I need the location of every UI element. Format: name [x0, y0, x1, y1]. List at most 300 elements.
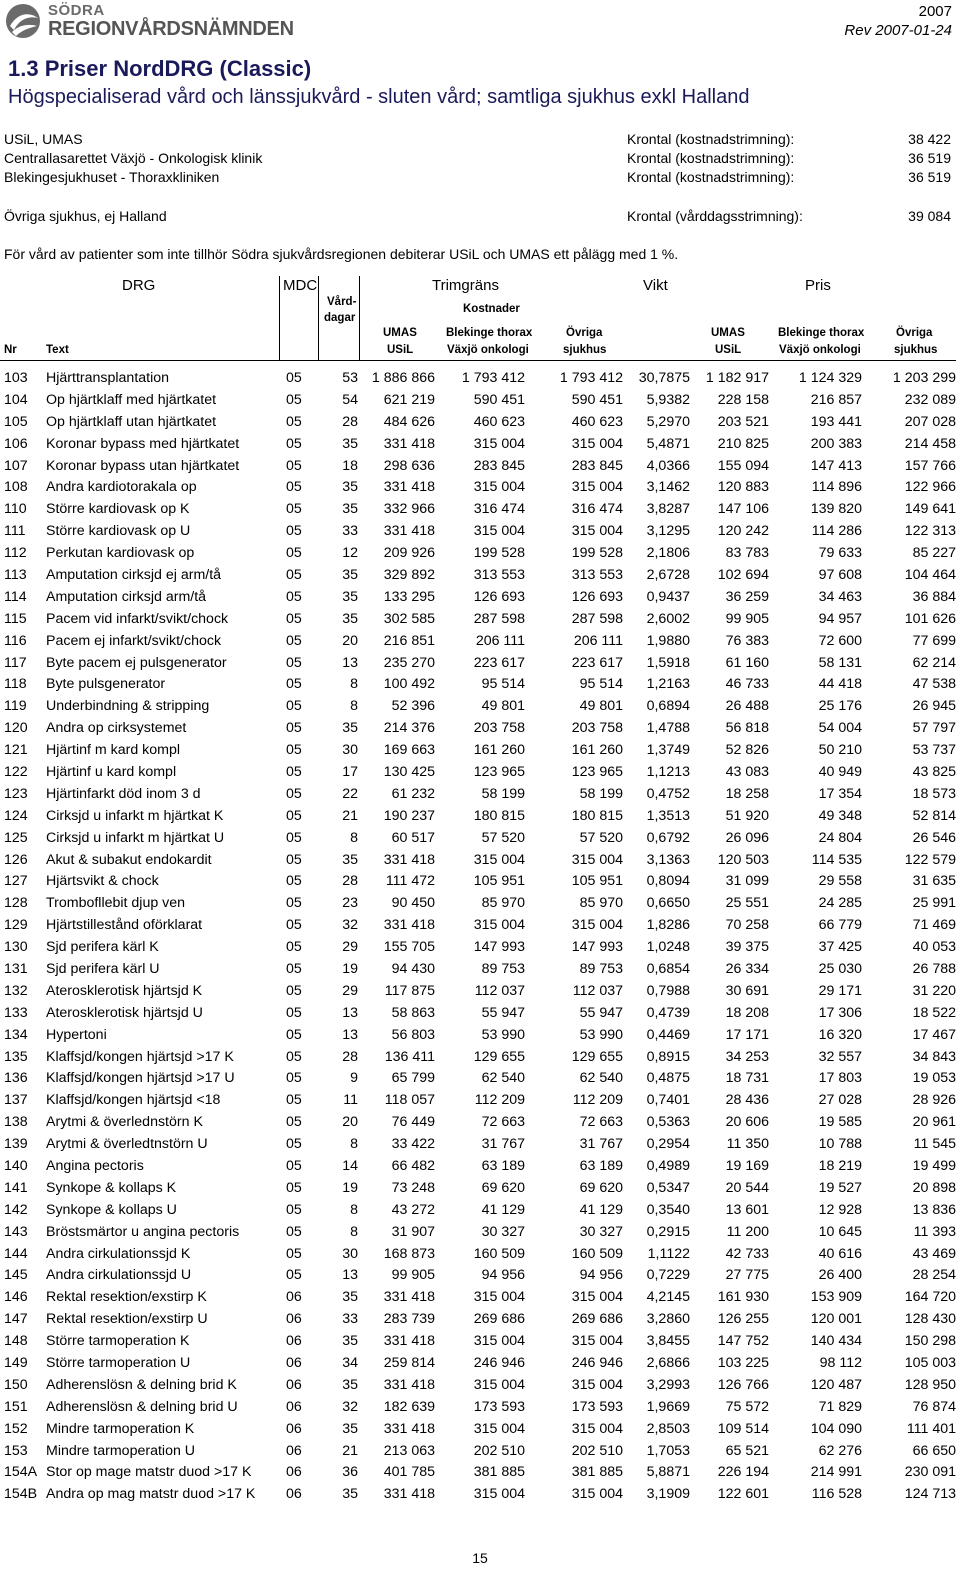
price-ovriga-cell: 19 499 [912, 1158, 956, 1174]
table-row [0, 870, 956, 892]
price-blekinge-vaxjo-cell: 19 527 [818, 1179, 862, 1196]
cost-blekinge-vaxjo-cell: 315 004 [473, 523, 525, 540]
cost-blekinge-vaxjo-cell: 315 004 [473, 917, 525, 934]
krontal-label: Krontal (vårddagsstrimning): [627, 208, 803, 224]
drg-nr-cell: 115 [4, 610, 27, 627]
cost-ovriga-cell: 31 767 [579, 1136, 623, 1153]
drg-nr-cell: 141 [4, 1179, 28, 1196]
cost-umas-usil-cell: 117 875 [384, 982, 435, 999]
table-row [0, 805, 956, 827]
price-umas-usil-cell: 83 783 [725, 545, 769, 562]
weight-cell: 3,1462 [646, 479, 690, 496]
cost-umas-usil-cell: 76 449 [391, 1114, 435, 1131]
cost-umas-usil-cell: 484 626 [383, 413, 435, 430]
price-blekinge-vaxjo-cell: 104 090 [810, 1420, 862, 1437]
mdc-cell: 05 [286, 545, 302, 562]
drg-nr-cell: 142 [4, 1201, 28, 1218]
krontal-hospital-name: USiL, UMAS [4, 131, 83, 147]
drg-text-cell: Cirksjd u infarkt m hjärtkat U [46, 829, 225, 846]
trim-varddagar-cell: 35 [342, 501, 358, 518]
table-row [0, 673, 956, 695]
price-ovriga-cell: 20 961 [912, 1114, 956, 1131]
drg-text-cell: Klaffsjd/kongen hjärtsjd <18 [46, 1092, 221, 1109]
drg-text-cell: Rektal resektion/exstirp K [46, 1289, 207, 1306]
header-drg: DRG [122, 277, 156, 294]
cost-umas-usil-cell: 31 907 [391, 1223, 435, 1240]
price-blekinge-vaxjo-cell: 29 558 [818, 873, 862, 890]
price-blekinge-vaxjo-cell: 71 829 [818, 1398, 862, 1415]
price-ovriga-cell: 111 401 [906, 1420, 956, 1437]
cost-ovriga-cell: 315 004 [571, 1420, 623, 1437]
price-blekinge-vaxjo-cell: 25 176 [818, 698, 862, 715]
price-umas-usil-cell: 65 521 [725, 1442, 769, 1459]
mdc-cell: 05 [286, 917, 302, 934]
table-row [0, 564, 956, 586]
weight-cell: 0,5347 [646, 1179, 690, 1196]
header-ovriga: Övriga [896, 327, 933, 339]
price-blekinge-vaxjo-cell: 214 991 [810, 1464, 862, 1481]
mdc-cell: 05 [286, 1201, 302, 1218]
price-ovriga-cell: 230 091 [904, 1464, 956, 1481]
cost-ovriga-cell: 105 951 [571, 873, 623, 890]
cost-umas-usil-cell: 61 232 [391, 785, 435, 802]
price-blekinge-vaxjo-cell: 18 219 [818, 1158, 862, 1174]
weight-cell: 1,3513 [646, 807, 690, 824]
drg-nr-cell: 151 [4, 1398, 28, 1415]
cost-ovriga-cell: 55 947 [579, 1004, 623, 1021]
table-row [0, 1155, 956, 1177]
drg-nr-cell: 135 [4, 1048, 28, 1065]
weight-cell: 0,8094 [646, 873, 690, 890]
drg-text-cell: Hypertoni [46, 1026, 107, 1043]
trim-varddagar-cell: 33 [342, 523, 358, 540]
drg-text-cell: Andra kardiotorakala op [46, 479, 197, 496]
mdc-cell: 05 [286, 1223, 302, 1240]
table-row [0, 433, 956, 455]
price-ovriga-cell: 34 843 [912, 1048, 956, 1065]
price-umas-usil-cell: 147 752 [717, 1333, 769, 1350]
weight-cell: 0,6792 [646, 829, 690, 846]
mdc-cell: 05 [286, 435, 302, 452]
price-ovriga-cell: 25 991 [912, 895, 956, 912]
cost-ovriga-cell: 315 004 [571, 523, 623, 540]
price-umas-usil-cell: 20 606 [725, 1114, 769, 1131]
weight-cell: 0,9437 [646, 588, 690, 605]
cost-umas-usil-cell: 168 873 [383, 1245, 435, 1262]
table-row [0, 389, 956, 411]
table-row [0, 717, 956, 739]
cost-umas-usil-cell: 73 248 [391, 1179, 435, 1196]
price-blekinge-vaxjo-cell: 147 413 [810, 457, 862, 474]
cost-blekinge-vaxjo-cell: 62 540 [481, 1070, 525, 1087]
table-row [0, 1462, 956, 1484]
cost-ovriga-cell: 123 965 [571, 763, 623, 780]
document-year: 2007 [918, 3, 952, 20]
price-ovriga-cell: 122 313 [904, 523, 956, 540]
price-ovriga-cell: 76 874 [912, 1398, 956, 1415]
cost-blekinge-vaxjo-cell: 1 793 412 [461, 369, 525, 386]
mdc-cell: 05 [286, 391, 302, 408]
trim-varddagar-cell: 13 [342, 1004, 358, 1021]
mdc-cell: 06 [286, 1355, 302, 1372]
price-umas-usil-cell: 46 733 [725, 676, 769, 693]
page-title: 1.3 Priser NordDRG (Classic) [8, 56, 312, 81]
cost-blekinge-vaxjo-cell: 287 598 [473, 610, 525, 627]
price-umas-usil-cell: 203 521 [717, 413, 769, 430]
cost-ovriga-cell: 315 004 [571, 1486, 623, 1503]
price-umas-usil-cell: 56 818 [725, 720, 769, 737]
weight-cell: 0,6650 [646, 895, 690, 912]
drg-text-cell: Klaffsjd/kongen hjärtsjd >17 K [46, 1048, 234, 1065]
price-umas-usil-cell: 120 883 [717, 479, 769, 496]
table-row [0, 1330, 956, 1352]
header-ovriga: Övriga [566, 327, 603, 339]
mdc-cell: 05 [286, 1114, 302, 1131]
cost-umas-usil-cell: 209 926 [383, 545, 435, 562]
price-umas-usil-cell: 1 182 917 [705, 369, 769, 386]
table-row [0, 520, 956, 542]
trim-varddagar-cell: 35 [342, 720, 358, 737]
cost-blekinge-vaxjo-cell: 203 758 [473, 720, 525, 737]
column-divider [359, 276, 360, 360]
cost-ovriga-cell: 315 004 [571, 435, 623, 452]
drg-text-cell: Hjärtinfarkt död inom 3 d [46, 785, 201, 802]
mdc-cell: 05 [286, 1026, 302, 1043]
cost-umas-usil-cell: 94 430 [391, 960, 435, 977]
cost-umas-usil-cell: 118 057 [384, 1092, 435, 1109]
price-blekinge-vaxjo-cell: 26 400 [818, 1267, 862, 1284]
drg-nr-cell: 153 [4, 1442, 28, 1459]
krontal-hospital-name: Blekingesjukhuset - Thoraxkliniken [4, 169, 220, 185]
price-umas-usil-cell: 103 225 [717, 1355, 769, 1372]
cost-blekinge-vaxjo-cell: 57 520 [481, 829, 525, 846]
mdc-cell: 06 [286, 1398, 302, 1415]
trim-varddagar-cell: 32 [342, 917, 358, 934]
price-ovriga-cell: 26 788 [912, 960, 956, 977]
cost-ovriga-cell: 180 815 [571, 807, 623, 824]
header-vikt: Vikt [643, 277, 668, 294]
price-ovriga-cell: 31 635 [912, 873, 956, 890]
cost-ovriga-cell: 315 004 [571, 851, 623, 868]
weight-cell: 5,2970 [646, 413, 690, 430]
drg-nr-cell: 148 [4, 1333, 28, 1350]
trim-varddagar-cell: 12 [342, 545, 358, 562]
cost-ovriga-cell: 49 801 [579, 698, 623, 715]
drg-nr-cell: 104 [4, 391, 28, 408]
mdc-cell: 05 [286, 566, 302, 583]
price-blekinge-vaxjo-cell: 62 276 [818, 1442, 862, 1459]
price-ovriga-cell: 164 720 [904, 1289, 956, 1306]
mdc-cell: 05 [286, 413, 302, 430]
drg-nr-cell: 107 [4, 457, 28, 474]
mdc-cell: 06 [286, 1333, 302, 1350]
cost-umas-usil-cell: 111 472 [385, 873, 435, 890]
cost-blekinge-vaxjo-cell: 246 946 [473, 1355, 525, 1372]
price-blekinge-vaxjo-cell: 40 949 [818, 763, 862, 780]
price-blekinge-vaxjo-cell: 120 487 [810, 1376, 862, 1393]
mdc-cell: 05 [286, 369, 302, 386]
price-umas-usil-cell: 20 544 [725, 1179, 769, 1196]
weight-cell: 0,7401 [646, 1092, 690, 1109]
cost-blekinge-vaxjo-cell: 313 553 [473, 566, 525, 583]
cost-ovriga-cell: 126 693 [571, 588, 623, 605]
drg-nr-cell: 120 [4, 720, 28, 737]
krontal-label: Krontal (kostnadstrimning): [627, 169, 795, 185]
mdc-cell: 05 [286, 720, 302, 737]
weight-cell: 0,4469 [646, 1026, 690, 1043]
trim-varddagar-cell: 34 [342, 1355, 358, 1372]
mdc-cell: 05 [286, 632, 302, 649]
weight-cell: 2,6866 [646, 1355, 690, 1372]
cost-umas-usil-cell: 331 418 [383, 479, 435, 496]
price-umas-usil-cell: 17 171 [725, 1026, 769, 1043]
cost-umas-usil-cell: 331 418 [383, 851, 435, 868]
drg-nr-cell: 136 [4, 1070, 28, 1087]
price-blekinge-vaxjo-cell: 1 124 329 [798, 369, 862, 386]
cost-umas-usil-cell: 133 295 [383, 588, 435, 605]
cost-umas-usil-cell: 1 886 866 [371, 369, 435, 386]
mdc-cell: 05 [286, 785, 302, 802]
revision-date: Rev 2007-01-24 [844, 22, 952, 39]
price-umas-usil-cell: 76 383 [725, 632, 769, 649]
trim-varddagar-cell: 21 [342, 1442, 358, 1459]
cost-ovriga-cell: 315 004 [571, 1376, 623, 1393]
cost-umas-usil-cell: 235 270 [383, 654, 435, 671]
price-ovriga-cell: 57 797 [912, 720, 956, 737]
cost-umas-usil-cell: 332 966 [383, 501, 435, 518]
table-row [0, 958, 956, 980]
cost-ovriga-cell: 112 209 [572, 1092, 623, 1109]
price-ovriga-cell: 47 538 [912, 676, 956, 693]
weight-cell: 0,4989 [646, 1158, 690, 1174]
cost-ovriga-cell: 283 845 [571, 457, 623, 474]
drg-text-cell: Sjd perifera kärl U [46, 960, 160, 977]
cost-ovriga-cell: 590 451 [571, 391, 623, 408]
cost-blekinge-vaxjo-cell: 129 655 [473, 1048, 525, 1065]
mdc-cell: 05 [286, 829, 302, 846]
price-ovriga-cell: 52 814 [912, 807, 956, 824]
drg-nr-cell: 133 [4, 1004, 28, 1021]
table-row [0, 1221, 956, 1243]
drg-nr-cell: 127 [4, 873, 28, 890]
table-row [0, 586, 956, 608]
drg-nr-cell: 108 [4, 479, 28, 496]
trim-varddagar-cell: 35 [342, 1289, 358, 1306]
cost-ovriga-cell: 316 474 [571, 501, 623, 518]
mdc-cell: 05 [286, 588, 302, 605]
price-ovriga-cell: 150 298 [904, 1333, 956, 1350]
drg-text-cell: Hjärttransplantation [46, 369, 170, 386]
table-row [0, 1046, 956, 1068]
mdc-cell: 05 [286, 1004, 302, 1021]
cost-umas-usil-cell: 331 418 [383, 1486, 435, 1503]
cost-blekinge-vaxjo-cell: 283 845 [473, 457, 525, 474]
weight-cell: 0,3540 [646, 1201, 690, 1218]
header-kostnader: Kostnader [463, 303, 520, 315]
cost-umas-usil-cell: 182 639 [383, 1398, 435, 1415]
price-blekinge-vaxjo-cell: 10 645 [818, 1223, 862, 1240]
mdc-cell: 06 [286, 1311, 302, 1328]
cost-blekinge-vaxjo-cell: 53 990 [481, 1026, 525, 1043]
price-umas-usil-cell: 25 551 [725, 895, 769, 912]
price-umas-usil-cell: 34 253 [725, 1048, 769, 1065]
drg-nr-cell: 105 [4, 413, 28, 430]
drg-text-cell: Synkope & kollaps K [46, 1179, 177, 1196]
drg-nr-cell: 134 [4, 1026, 28, 1043]
price-umas-usil-cell: 210 825 [717, 435, 769, 452]
mdc-cell: 05 [286, 523, 302, 540]
price-umas-usil-cell: 26 488 [725, 698, 769, 715]
drg-nr-cell: 130 [4, 939, 28, 956]
trim-varddagar-cell: 28 [342, 1048, 358, 1065]
price-ovriga-cell: 149 641 [904, 501, 956, 518]
cost-ovriga-cell: 246 946 [571, 1355, 623, 1372]
weight-cell: 5,4871 [646, 435, 690, 452]
price-ovriga-cell: 28 254 [912, 1267, 956, 1284]
price-ovriga-cell: 11 393 [913, 1223, 956, 1240]
krontal-value: 36 519 [908, 150, 951, 166]
trim-varddagar-cell: 32 [342, 1398, 358, 1415]
trim-varddagar-cell: 35 [342, 435, 358, 452]
price-blekinge-vaxjo-cell: 19 585 [818, 1114, 862, 1131]
price-blekinge-vaxjo-cell: 98 112 [819, 1355, 862, 1372]
table-row [0, 739, 956, 761]
column-divider [318, 276, 319, 360]
drg-text-cell: Mindre tarmoperation U [46, 1442, 196, 1459]
header-varddagar-line2: dagar [324, 312, 356, 324]
trim-varddagar-cell: 35 [342, 479, 358, 496]
cost-ovriga-cell: 41 129 [579, 1201, 623, 1218]
cost-umas-usil-cell: 33 422 [391, 1136, 435, 1153]
trim-varddagar-cell: 30 [342, 1245, 358, 1262]
table-row [0, 1133, 956, 1155]
table-row [0, 914, 956, 936]
drg-nr-cell: 132 [4, 982, 28, 999]
cost-umas-usil-cell: 331 418 [383, 523, 435, 540]
price-umas-usil-cell: 120 242 [717, 523, 769, 540]
cost-blekinge-vaxjo-cell: 199 528 [473, 545, 525, 562]
trim-varddagar-cell: 22 [342, 785, 358, 802]
drg-nr-cell: 112 [4, 545, 27, 562]
price-blekinge-vaxjo-cell: 79 633 [818, 545, 862, 562]
cost-ovriga-cell: 30 327 [579, 1223, 623, 1240]
header-sjukhus: sjukhus [563, 344, 607, 356]
mdc-cell: 06 [286, 1420, 302, 1437]
weight-cell: 3,1295 [646, 523, 690, 540]
cost-umas-usil-cell: 65 799 [391, 1070, 435, 1087]
drg-nr-cell: 114 [4, 588, 27, 605]
cost-blekinge-vaxjo-cell: 30 327 [481, 1223, 525, 1240]
cost-blekinge-vaxjo-cell: 147 993 [473, 939, 525, 956]
drg-nr-cell: 113 [4, 566, 27, 583]
cost-ovriga-cell: 89 753 [579, 960, 623, 977]
header-umas: UMAS [711, 327, 745, 339]
drg-text-cell: Koronar bypass utan hjärtkatet [46, 457, 240, 474]
price-ovriga-cell: 26 546 [912, 829, 956, 846]
weight-cell: 3,2993 [646, 1376, 690, 1393]
trim-varddagar-cell: 30 [342, 742, 358, 759]
logo [4, 2, 294, 42]
weight-cell: 1,9669 [646, 1398, 690, 1415]
price-ovriga-cell: 26 945 [912, 698, 956, 715]
header-blekinge: Blekinge thorax [446, 327, 533, 339]
cost-blekinge-vaxjo-cell: 58 199 [481, 785, 525, 802]
drg-text-cell: Arytmi & överlednstörn K [46, 1114, 203, 1131]
weight-cell: 0,4875 [646, 1070, 690, 1087]
price-umas-usil-cell: 18 258 [725, 785, 769, 802]
header-sjukhus: sjukhus [894, 344, 938, 356]
trim-varddagar-cell: 8 [350, 1136, 358, 1153]
trim-varddagar-cell: 13 [342, 1026, 358, 1043]
drg-text-cell: Klaffsjd/kongen hjärtsjd >17 U [46, 1070, 235, 1087]
header-blekinge: Blekinge thorax [778, 327, 865, 339]
table-row [0, 783, 956, 805]
price-ovriga-cell: 17 467 [912, 1026, 956, 1043]
price-blekinge-vaxjo-cell: 17 306 [818, 1004, 862, 1021]
drg-nr-cell: 117 [4, 654, 27, 671]
trim-varddagar-cell: 11 [343, 1092, 358, 1109]
cost-ovriga-cell: 315 004 [571, 1333, 623, 1350]
price-blekinge-vaxjo-cell: 27 028 [818, 1092, 862, 1109]
price-umas-usil-cell: 39 375 [725, 939, 769, 956]
table-row [0, 1396, 956, 1418]
weight-cell: 4,2145 [646, 1289, 690, 1306]
drg-text-cell: Pacem ej infarkt/svikt/chock [46, 632, 222, 649]
table-row [0, 1440, 956, 1462]
drg-nr-cell: 152 [4, 1420, 28, 1437]
weight-cell: 0,4739 [646, 1004, 690, 1021]
cost-ovriga-cell: 315 004 [571, 1289, 623, 1306]
table-row [0, 1352, 956, 1374]
drg-text-cell: Hjärtinf u kard kompl [46, 763, 177, 780]
cost-ovriga-cell: 173 593 [571, 1398, 623, 1415]
header-pris: Pris [805, 277, 831, 294]
table-row [0, 1483, 956, 1505]
drg-text-cell: Hjärtinf m kard kompl [46, 742, 181, 759]
price-blekinge-vaxjo-cell: 24 804 [818, 829, 862, 846]
mdc-cell: 06 [286, 1464, 302, 1481]
drg-nr-cell: 144 [4, 1245, 28, 1262]
price-umas-usil-cell: 13 601 [725, 1201, 769, 1218]
trim-varddagar-cell: 20 [342, 1114, 358, 1131]
cost-ovriga-cell: 161 260 [571, 742, 623, 759]
cost-blekinge-vaxjo-cell: 315 004 [473, 479, 525, 496]
logo-text-bottom: REGIONVÅRDSNÄMNDEN [48, 18, 294, 40]
drg-text-cell: Andra op cirksystemet [46, 720, 187, 737]
cost-blekinge-vaxjo-cell: 69 620 [481, 1179, 525, 1196]
trim-varddagar-cell: 35 [342, 1420, 358, 1437]
drg-nr-cell: 124 [4, 807, 28, 824]
drg-text-cell: Op hjärtklaff med hjärtkatet [46, 391, 217, 408]
mdc-cell: 06 [286, 1486, 302, 1503]
mdc-cell: 05 [286, 895, 302, 912]
table-row [0, 1265, 956, 1287]
drg-text-cell: Byte pacem ej pulsgenerator [46, 654, 227, 671]
krontal-label: Krontal (kostnadstrimning): [627, 150, 795, 166]
cost-umas-usil-cell: 283 739 [383, 1311, 435, 1328]
trim-varddagar-cell: 35 [342, 1376, 358, 1393]
drg-text-cell: Underbindning & stripping [46, 698, 210, 715]
trim-varddagar-cell: 9 [350, 1070, 358, 1087]
mdc-cell: 05 [286, 501, 302, 518]
drg-text-cell: Större kardiovask op K [46, 501, 190, 518]
cost-blekinge-vaxjo-cell: 41 129 [481, 1201, 525, 1218]
price-umas-usil-cell: 99 905 [725, 610, 769, 627]
price-ovriga-cell: 104 464 [904, 566, 956, 583]
drg-text-cell: Andra cirkulationssjd K [46, 1245, 191, 1262]
price-umas-usil-cell: 26 334 [725, 960, 769, 977]
weight-cell: 1,1213 [646, 763, 690, 780]
